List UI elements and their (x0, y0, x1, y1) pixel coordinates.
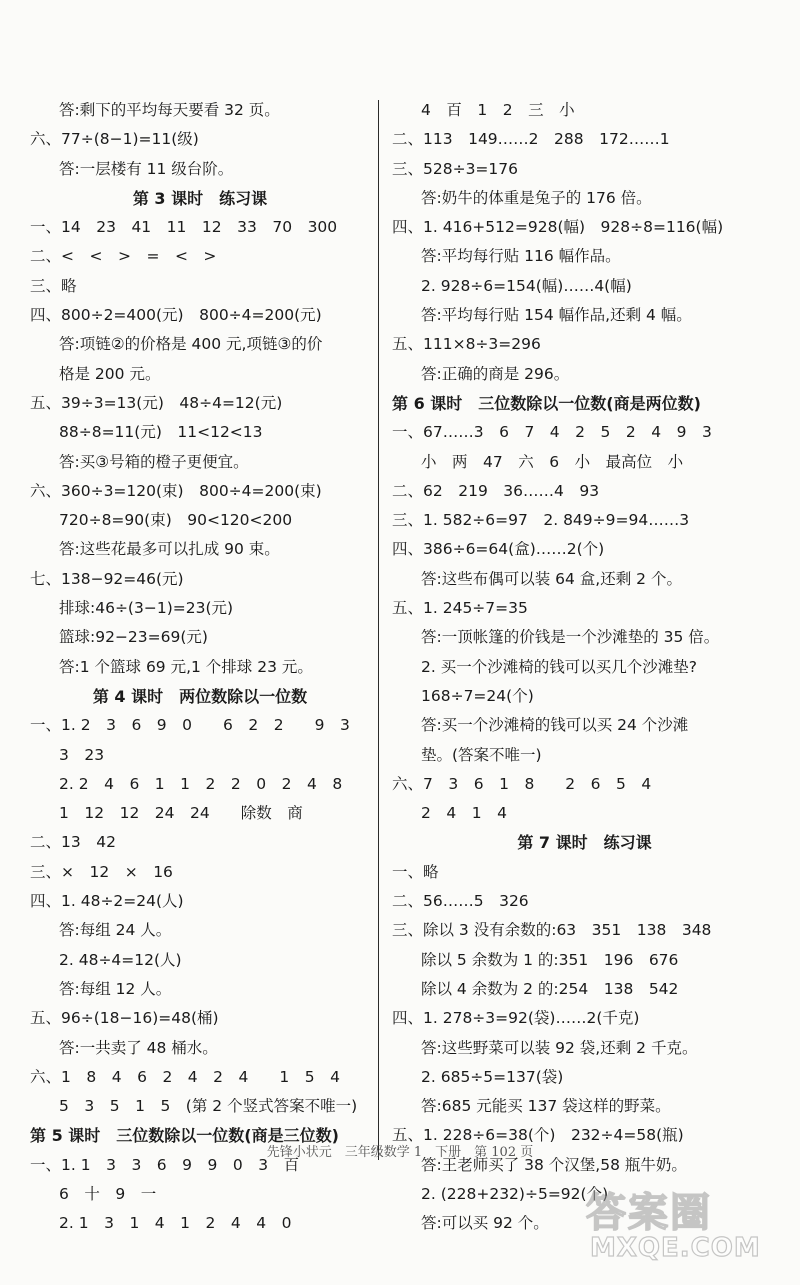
left-answer-line: 答:剩下的平均每天要看 32 页。 (59, 101, 280, 119)
left-answer-line: 3 23 (59, 745, 105, 764)
left-answer-line: 720÷8=90(束) 90<120<200 (59, 511, 293, 530)
right-answer-line: 4 百 1 2 三 小 (421, 101, 575, 119)
right-answer-line: 四、1. 278÷3=92(袋)……2(千克) (392, 1009, 640, 1028)
left-answer-line: 四、800÷2=400(元) 800÷4=200(元) (30, 306, 322, 325)
right-answer-line: 答:这些布偶可以装 64 盒,还剩 2 个。 (421, 569, 682, 588)
right-answer-line: 答:正确的商是 296。 (421, 364, 570, 383)
lesson-heading: 第 7 课时 练习课 (517, 833, 652, 853)
right-answer-line: 答:可以买 92 个。 (421, 1214, 549, 1233)
left-column (30, 96, 370, 1239)
right-answer-line: 五、111×8÷3=296 (392, 335, 541, 354)
right-answer-line: 2 4 1 4 (421, 804, 507, 823)
watermark-logo (582, 1181, 782, 1271)
right-answer-line: 五、1. 245÷7=35 (392, 599, 528, 618)
left-answer-line: 答:项链②的价格是 400 元,项链③的价 (59, 335, 323, 354)
right-answer-line: 二、62 219 36……4 93 (392, 481, 600, 500)
left-answer-line: 二、13 42 (30, 833, 116, 852)
left-answer-line: 排球:46÷(3−1)=23(元) (59, 599, 234, 618)
left-answer-line: 答:每组 12 人。 (59, 979, 172, 998)
right-answer-line: 答:这些野菜可以装 92 袋,还剩 2 千克。 (421, 1038, 698, 1057)
right-answer-line: 除以 5 余数为 1 的:351 196 676 (421, 950, 679, 969)
lesson-heading: 第 4 课时 两位数除以一位数 (92, 686, 308, 706)
right-answer-line: 六、7 3 6 1 8 2 6 5 4 (392, 774, 652, 793)
right-answer-line: 垫。(答案不唯一) (421, 745, 542, 764)
left-answer-line: 五、96÷(18−16)=48(桶) (30, 1009, 219, 1028)
left-answer-line: 答:买③号箱的橙子更便宜。 (59, 452, 249, 471)
left-answer-line: 三、略 (30, 276, 77, 295)
right-answer-line: 三、除以 3 没有余数的:63 351 138 348 (392, 921, 712, 940)
left-answer-line: 1 12 12 24 24 除数 商 (59, 804, 303, 823)
left-answer-line: 六、77÷(8−1)=11(级) (30, 130, 199, 149)
right-answer-line: 四、1. 416+512=928(幅) 928÷8=116(幅) (392, 218, 724, 237)
lesson-heading: 第 5 课时 三位数除以一位数(商是三位数) (30, 1126, 339, 1146)
right-answer-line: 答:奶牛的体重是兔子的 176 倍。 (421, 188, 652, 207)
left-answer-line: 答:每组 24 人。 (59, 921, 172, 940)
left-answer-line: 2. 1 3 1 4 1 2 4 4 0 (59, 1214, 292, 1233)
right-answer-line: 二、113 149……2 288 172……1 (392, 130, 670, 149)
left-answer-line: 答:这些花最多可以扎成 90 束。 (59, 540, 280, 559)
left-answer-line: 一、14 23 41 11 12 33 70 300 (30, 218, 338, 237)
right-answer-line: 答:平均每行贴 154 幅作品,还剩 4 幅。 (421, 306, 692, 325)
left-answer-line: 五、39÷3=13(元) 48÷4=12(元) (30, 393, 283, 412)
page-footer: 先锋小状元 三年级数学 1 下册 第 102 页 (266, 1145, 534, 1160)
column-divider (378, 100, 379, 1160)
left-answer-line: 2. 2 4 6 1 1 2 2 0 2 4 8 (59, 774, 343, 793)
left-answer-line: 六、1 8 4 6 2 4 2 4 1 5 4 (30, 1067, 340, 1086)
right-answer-line: 168÷7=24(个) (421, 686, 534, 705)
right-answer-line: 2. 685÷5=137(袋) (421, 1067, 564, 1086)
left-answer-line: 三、× 12 × 16 (30, 862, 173, 881)
right-answer-line: 除以 4 余数为 2 的:254 138 542 (421, 979, 679, 998)
right-answer-line: 答:平均每行贴 116 幅作品。 (421, 247, 621, 266)
right-answer-line: 四、386÷6=64(盒)……2(个) (392, 540, 605, 559)
left-answer-line: 格是 200 元。 (59, 364, 161, 383)
left-answer-line: 一、1. 2 3 6 9 0 6 2 2 9 3 (30, 716, 350, 735)
left-answer-line: 6 十 9 一 (59, 1184, 157, 1203)
right-answer-line: 答:王老师买了 38 个汉堡,58 瓶牛奶。 (421, 1155, 687, 1174)
right-answer-line: 2. 928÷6=154(幅)……4(幅) (421, 276, 632, 295)
left-answer-line: 一、1. 1 3 3 6 9 9 0 3 百 (30, 1155, 300, 1174)
right-answer-line: 一、略 (392, 862, 439, 881)
lesson-heading: 第 6 课时 三位数除以一位数(商是两位数) (392, 393, 701, 413)
left-answer-line: 四、1. 48÷2=24(人) (30, 892, 184, 911)
right-answer-line: 2. (228+232)÷5=92(个) (421, 1184, 609, 1203)
right-answer-line: 答:一顶帐篷的价钱是一个沙滩垫的 35 倍。 (421, 628, 720, 647)
left-answer-line: 2. 48÷4=12(人) (59, 950, 182, 969)
left-answer-line: 六、360÷3=120(束) 800÷4=200(束) (30, 481, 322, 500)
left-answer-line: 七、138−92=46(元) (30, 569, 184, 588)
left-answer-line: 88÷8=11(元) 11<12<13 (59, 423, 263, 442)
right-column (392, 96, 777, 1239)
right-answer-line: 三、1. 582÷6=97 2. 849÷9=94……3 (392, 511, 690, 530)
left-answer-line: 二、< < > = < > (30, 247, 217, 266)
left-answer-line: 5 3 5 1 5 (第 2 个竖式答案不唯一) (59, 1097, 358, 1116)
lesson-heading: 第 3 课时 练习课 (132, 188, 268, 208)
left-answer-line: 答:1 个篮球 69 元,1 个排球 23 元。 (59, 657, 313, 676)
left-answer-line: 答:一层楼有 11 级台阶。 (59, 159, 234, 178)
watermark-url: MXQE.COM (590, 1233, 761, 1263)
right-answer-line: 2. 买一个沙滩椅的钱可以买几个沙滩垫? (421, 657, 697, 676)
right-answer-line: 三、528÷3=176 (392, 159, 519, 178)
left-answer-line: 答:一共卖了 48 桶水。 (59, 1038, 218, 1057)
right-answer-line: 一、67……3 6 7 4 2 5 2 4 9 3 (392, 423, 712, 442)
right-answer-line: 答:买一个沙滩椅的钱可以买 24 个沙滩 (421, 716, 689, 735)
right-answer-line: 小 两 47 六 6 小 最高位 小 (421, 452, 684, 471)
watermark-text: 答案圈 (586, 1190, 712, 1236)
right-answer-line: 五、1. 228÷6=38(个) 232÷4=58(瓶) (392, 1126, 684, 1145)
right-answer-line: 二、56……5 326 (392, 892, 529, 911)
right-answer-line: 答:685 元能买 137 袋这样的野菜。 (421, 1097, 671, 1116)
left-answer-line: 篮球:92−23=69(元) (59, 628, 208, 647)
